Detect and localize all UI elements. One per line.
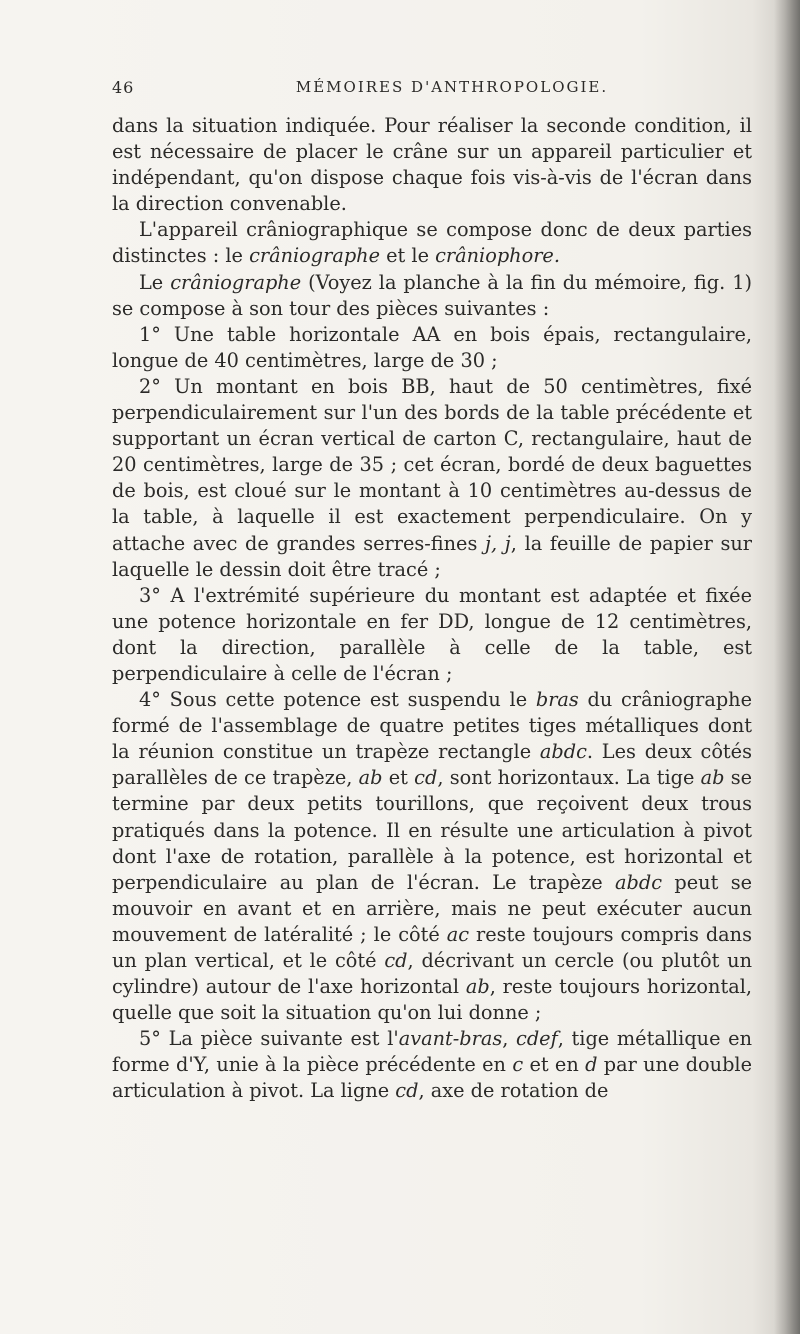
italic-term: bras <box>535 688 579 712</box>
italic-term: crâniographe <box>249 244 380 268</box>
italic-term: cd <box>395 1079 419 1103</box>
text-run: 2° Un montant en bois BB, haut de 50 centimètres, fixé perpendiculairement sur l'un des bords de la table précédente et supportant un écran vertical de carton C, rectangulaire, haut de 20 centimètres, large de 35 ; cet écran, bordé de deux baguettes de bois, est cloué sur le montant à 10 centimètres au-dessus de la table, à laquelle il est exactement perpendiculaire. On y attache avec de grandes serres-fines <box>112 374 752 555</box>
italic-term: ab <box>358 766 383 790</box>
italic-term: abdc <box>615 870 663 894</box>
text-run: 3° A l'extrémité supérieure du montant est adaptée et fixée une potence horizontale en fer DD, longue de 12 centimètres, dont la direction, parallèle à celle de la table, est perpendiculaire à celle de l'écran ; <box>112 583 752 685</box>
text-run: et en <box>523 1053 586 1077</box>
text-run: reste toujours compris dans un plan vertical, et le côté <box>112 922 752 972</box>
text-run: se termine par deux petits tourillons, que reçoivent deux trous pratiqués dans la potence. Il en résulte une articulation à pivot dont l'axe de rotation, parallèle à la potence, est horizontal et perpendiculaire au plan de l'écran. Le trapèze <box>112 766 753 894</box>
text-run: L'appareil crâniographique se compose donc de deux parties distinctes : le <box>112 218 752 268</box>
paragraph <box>112 374 752 583</box>
paragraph <box>112 583 752 687</box>
text-run: du crâniographe formé de l'assemblage de quatre petites tiges métalliques dont la réunion constitue un trapèze rectangle <box>112 688 752 764</box>
body-text <box>112 113 752 1105</box>
text-run: par une double articulation à pivot. La ligne <box>112 1053 753 1103</box>
text-run: , <box>502 1027 517 1051</box>
page-number: 46 <box>112 78 135 97</box>
text-run: , tige métallique en forme d'Y, unie à la pièce précédente en <box>112 1027 753 1077</box>
text-run: et <box>382 766 415 790</box>
italic-term: d <box>585 1053 598 1077</box>
italic-term: ab <box>700 766 725 790</box>
text-run: , la feuille de papier sur laquelle le dessin doit être tracé ; <box>112 531 752 581</box>
running-head: MÉMOIRES D'ANTHROPOLOGIE. <box>295 78 609 96</box>
italic-term: cd <box>414 766 438 790</box>
italic-term: cdef <box>516 1027 558 1051</box>
paragraph <box>112 1026 752 1104</box>
italic-term: ab <box>465 975 490 999</box>
text-run: (Voyez la planche à la fin du mémoire, fig. 1) se compose à son tour des pièces suivantes : <box>112 270 753 320</box>
page-header <box>112 78 752 106</box>
paragraph <box>112 687 752 1026</box>
italic-term: c <box>512 1053 524 1077</box>
text-run: Le <box>139 270 171 294</box>
text-run: , reste toujours horizontal, quelle que soit la situation qu'on lui donne ; <box>112 975 752 1025</box>
italic-term: cd <box>384 949 408 972</box>
text-run: 4° Sous cette potence est suspendu le <box>139 688 536 712</box>
italic-term: avant-bras <box>398 1027 503 1051</box>
text-run: et le <box>380 244 436 268</box>
paragraph <box>112 217 752 269</box>
paragraph <box>112 113 752 217</box>
paragraph <box>112 322 752 374</box>
paragraph <box>112 270 752 322</box>
italic-term: ac <box>446 922 470 946</box>
text-run: , sont horizontaux. La tige <box>437 766 701 790</box>
text-run: , axe de rotation de <box>418 1079 609 1103</box>
italic-term: abdc <box>539 740 587 764</box>
italic-term: crâniophore. <box>435 244 560 268</box>
text-run: , décrivant un cercle (ou plutôt un cylindre) autour de l'axe horizontal <box>112 949 752 999</box>
page-edge-shadow <box>774 0 800 1334</box>
text-run: dans la situation indiquée. Pour réaliser la seconde condition, il est nécessaire de placer le crâne sur un appareil particulier et indépendant, qu'on dispose chaque fois vis-à-vis de l'écran dans la direction convenable. <box>112 114 752 216</box>
italic-term: crâniographe <box>170 270 302 294</box>
text-run: . Les deux côtés parallèles de ce trapèze, <box>112 740 752 790</box>
text-run: peut se mouvoir en avant et en arrière, mais ne peut exécuter aucun mouvement de latéralité ; le côté <box>112 870 753 946</box>
text-run: 5° La pièce suivante est l' <box>139 1027 399 1051</box>
italic-term: j, j <box>485 531 511 555</box>
text-run: 1° Une table horizontale AA en bois épais, rectangulaire, longue de 40 centimètres, large de 30 ; <box>112 322 752 372</box>
